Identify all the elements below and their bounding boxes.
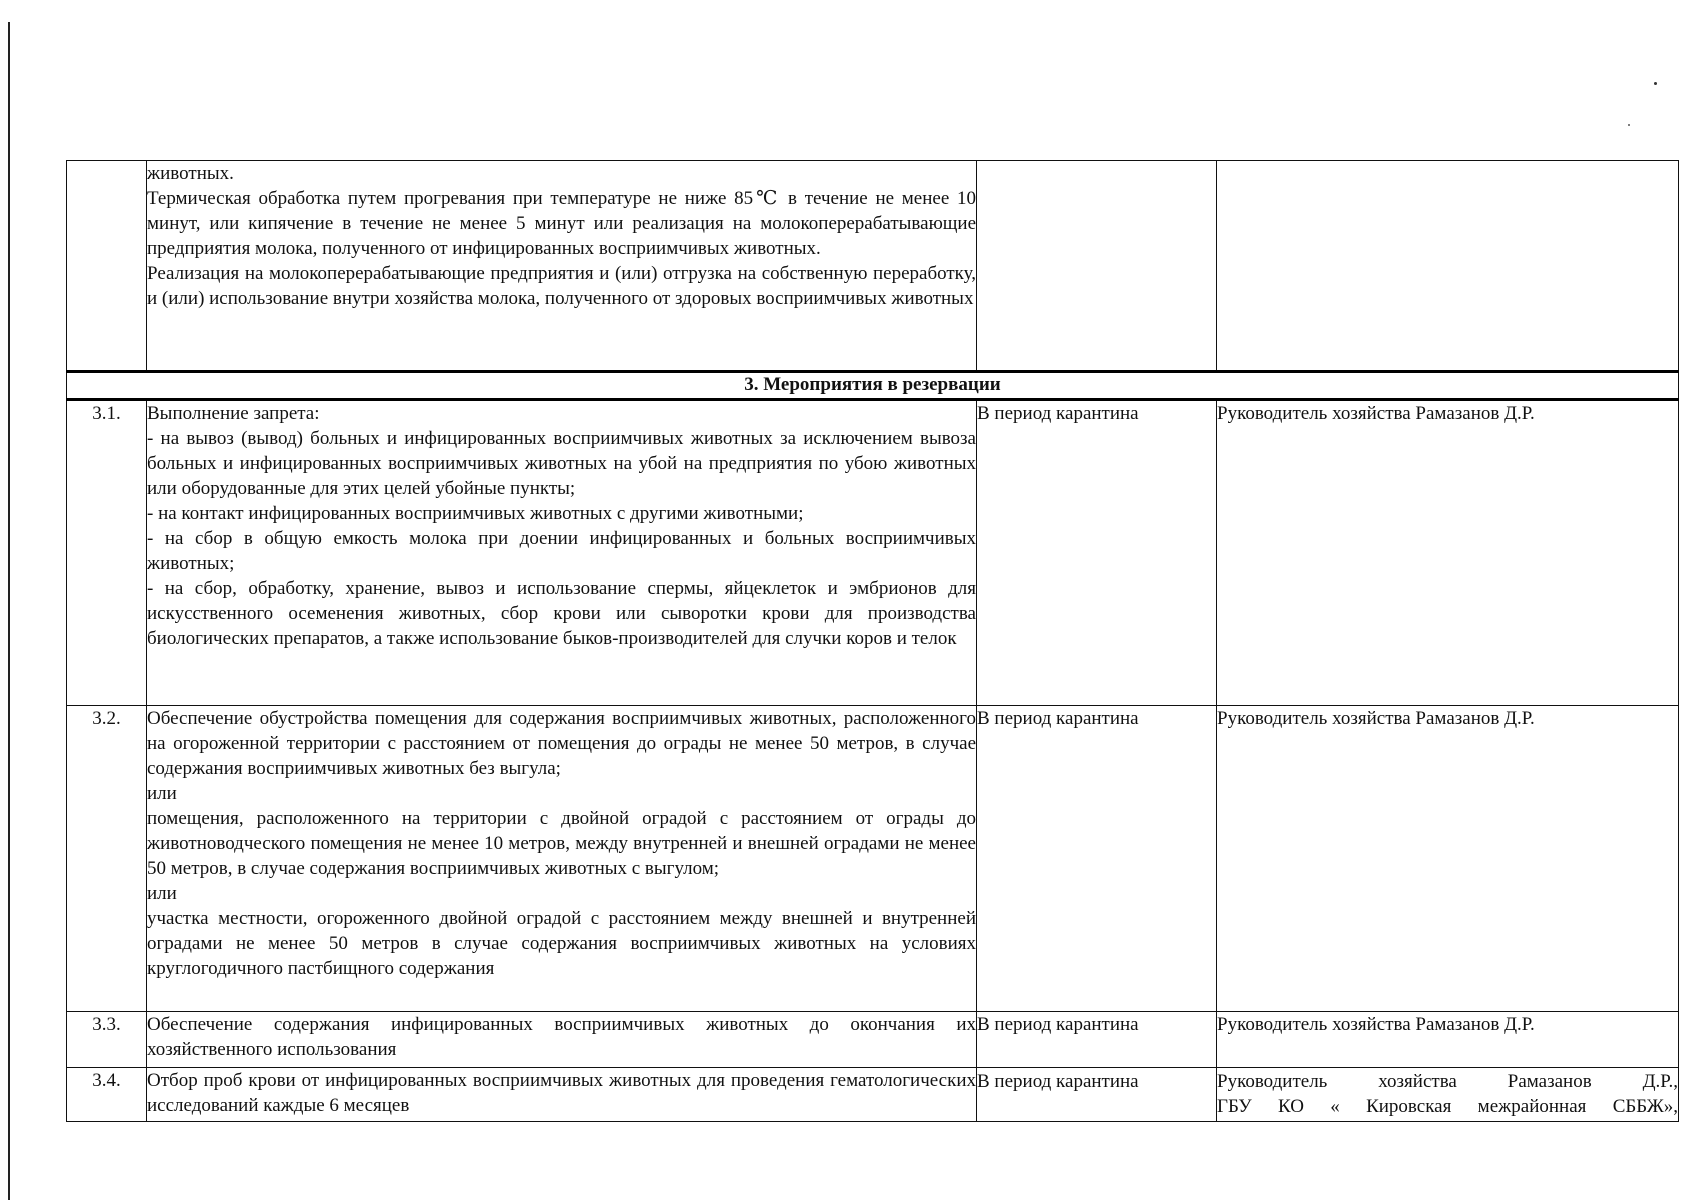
row-term: В период карантина	[977, 706, 1217, 1012]
row-term: В период карантина	[977, 400, 1217, 706]
row-number-cell	[67, 161, 147, 372]
row-responsible: Руководитель хозяйства Рамазанов Д.Р.	[1217, 400, 1679, 706]
scan-speck	[1654, 82, 1657, 85]
row-term: В период карантина	[977, 1068, 1217, 1122]
row-number: 3.4.	[67, 1068, 147, 1122]
description-paragraph: - на сбор, обработку, хранение, вывоз и использование спермы, яйцеклеток и эмбрионов для искусственного осеменения животных, сбор крови или сыворотки крови для производства биологических препаратов, а также использование быков-производителей для случки коров и телок	[147, 578, 976, 649]
responsible-line: Руководитель хозяйства Рамазанов Д.Р.,	[1217, 1071, 1678, 1092]
row-number: 3.1.	[67, 400, 147, 706]
row-responsible: Руководитель хозяйства Рамазанов Д.Р.	[1217, 706, 1679, 1012]
row-description-cell	[147, 400, 977, 706]
row-description: Отбор проб крови от инфицированных восприимчивых животных для проведения гематологических исследований каждые 6 месяцев	[147, 1068, 977, 1122]
description-paragraph: Термическая обработка путем прогревания при температуре не ниже 85℃ в течение не менее 10 минут, или кипячение в течение не менее 5 минут или реализация на молокоперерабатывающие предприятия молока, полученного от инфицированных восприимчивых животных.	[147, 188, 976, 259]
row-number: 3.2.	[67, 706, 147, 1012]
description-paragraph: - на вывоз (вывод) больных и инфицированных восприимчивых животных за исключением вывоза больных и инфицированных восприимчивых животных на убой на предприятия по убою животных или оборудованные для этих целей убойные пункты;	[147, 428, 976, 499]
description-paragraph: Реализация на молокоперерабатывающие предприятия и (или) отгрузка на собственную переработку, и (или) использование внутри хозяйства молока, полученного от здоровых восприимчивых животных	[147, 263, 976, 309]
row-responsible: Руководитель хозяйства Рамазанов Д.Р.	[1217, 1012, 1679, 1068]
description-paragraph: Выполнение запрета:	[147, 403, 320, 424]
table-row-continuation	[67, 161, 1679, 372]
section-header-row	[67, 372, 1679, 400]
row-description: Обеспечение содержания инфицированных восприимчивых животных до окончания их хозяйственного использования	[147, 1012, 977, 1068]
description-paragraph: участка местности, огороженного двойной оградой с расстоянием между внешней и внутренней оградами не менее 50 метров в случае содержания восприимчивых животных на условиях круглогодичного пастбищного содержания	[147, 908, 976, 979]
row-number: 3.3.	[67, 1012, 147, 1068]
row-term: В период карантина	[977, 1012, 1217, 1068]
description-paragraph: или	[147, 783, 177, 804]
scan-edge-line	[8, 22, 10, 1200]
responsible-line: ГБУ КО « Кировская межрайонная СББЖ»,	[1217, 1096, 1678, 1117]
table-row-3-2	[67, 706, 1679, 1012]
description-paragraph: - на сбор в общую емкость молока при доении инфицированных и больных восприимчивых животных;	[147, 528, 976, 574]
row-term-cell	[977, 161, 1217, 372]
row-responsible-cell	[1217, 1068, 1679, 1122]
description-paragraph: - на контакт инфицированных восприимчивых животных с другими животными;	[147, 503, 804, 524]
row-responsible-cell	[1217, 161, 1679, 372]
scan-speck	[1628, 124, 1630, 126]
row-description-cell	[147, 161, 977, 372]
row-description-cell	[147, 706, 977, 1012]
description-paragraph: помещения, расположенного на территории с двойной оградой с расстоянием от ограды до животноводческого помещения не менее 10 метров, между внутренней и внешней оградами не менее 50 метров, в случае содержания восприимчивых животных с выгулом;	[147, 808, 976, 879]
measures-table	[66, 160, 1679, 1122]
table-row-3-1	[67, 400, 1679, 706]
section-title: 3. Мероприятия в резервации	[67, 372, 1679, 400]
table-row-3-4	[67, 1068, 1679, 1122]
table-row-3-3	[67, 1012, 1679, 1068]
description-paragraph: или	[147, 883, 177, 904]
description-paragraph: животных.	[147, 163, 234, 184]
description-paragraph: Обеспечение обустройства помещения для содержания восприимчивых животных, расположенного на огороженной территории с расстоянием от помещения до ограды не менее 50 метров, в случае содержания восприимчивых животных без выгула;	[147, 708, 976, 779]
